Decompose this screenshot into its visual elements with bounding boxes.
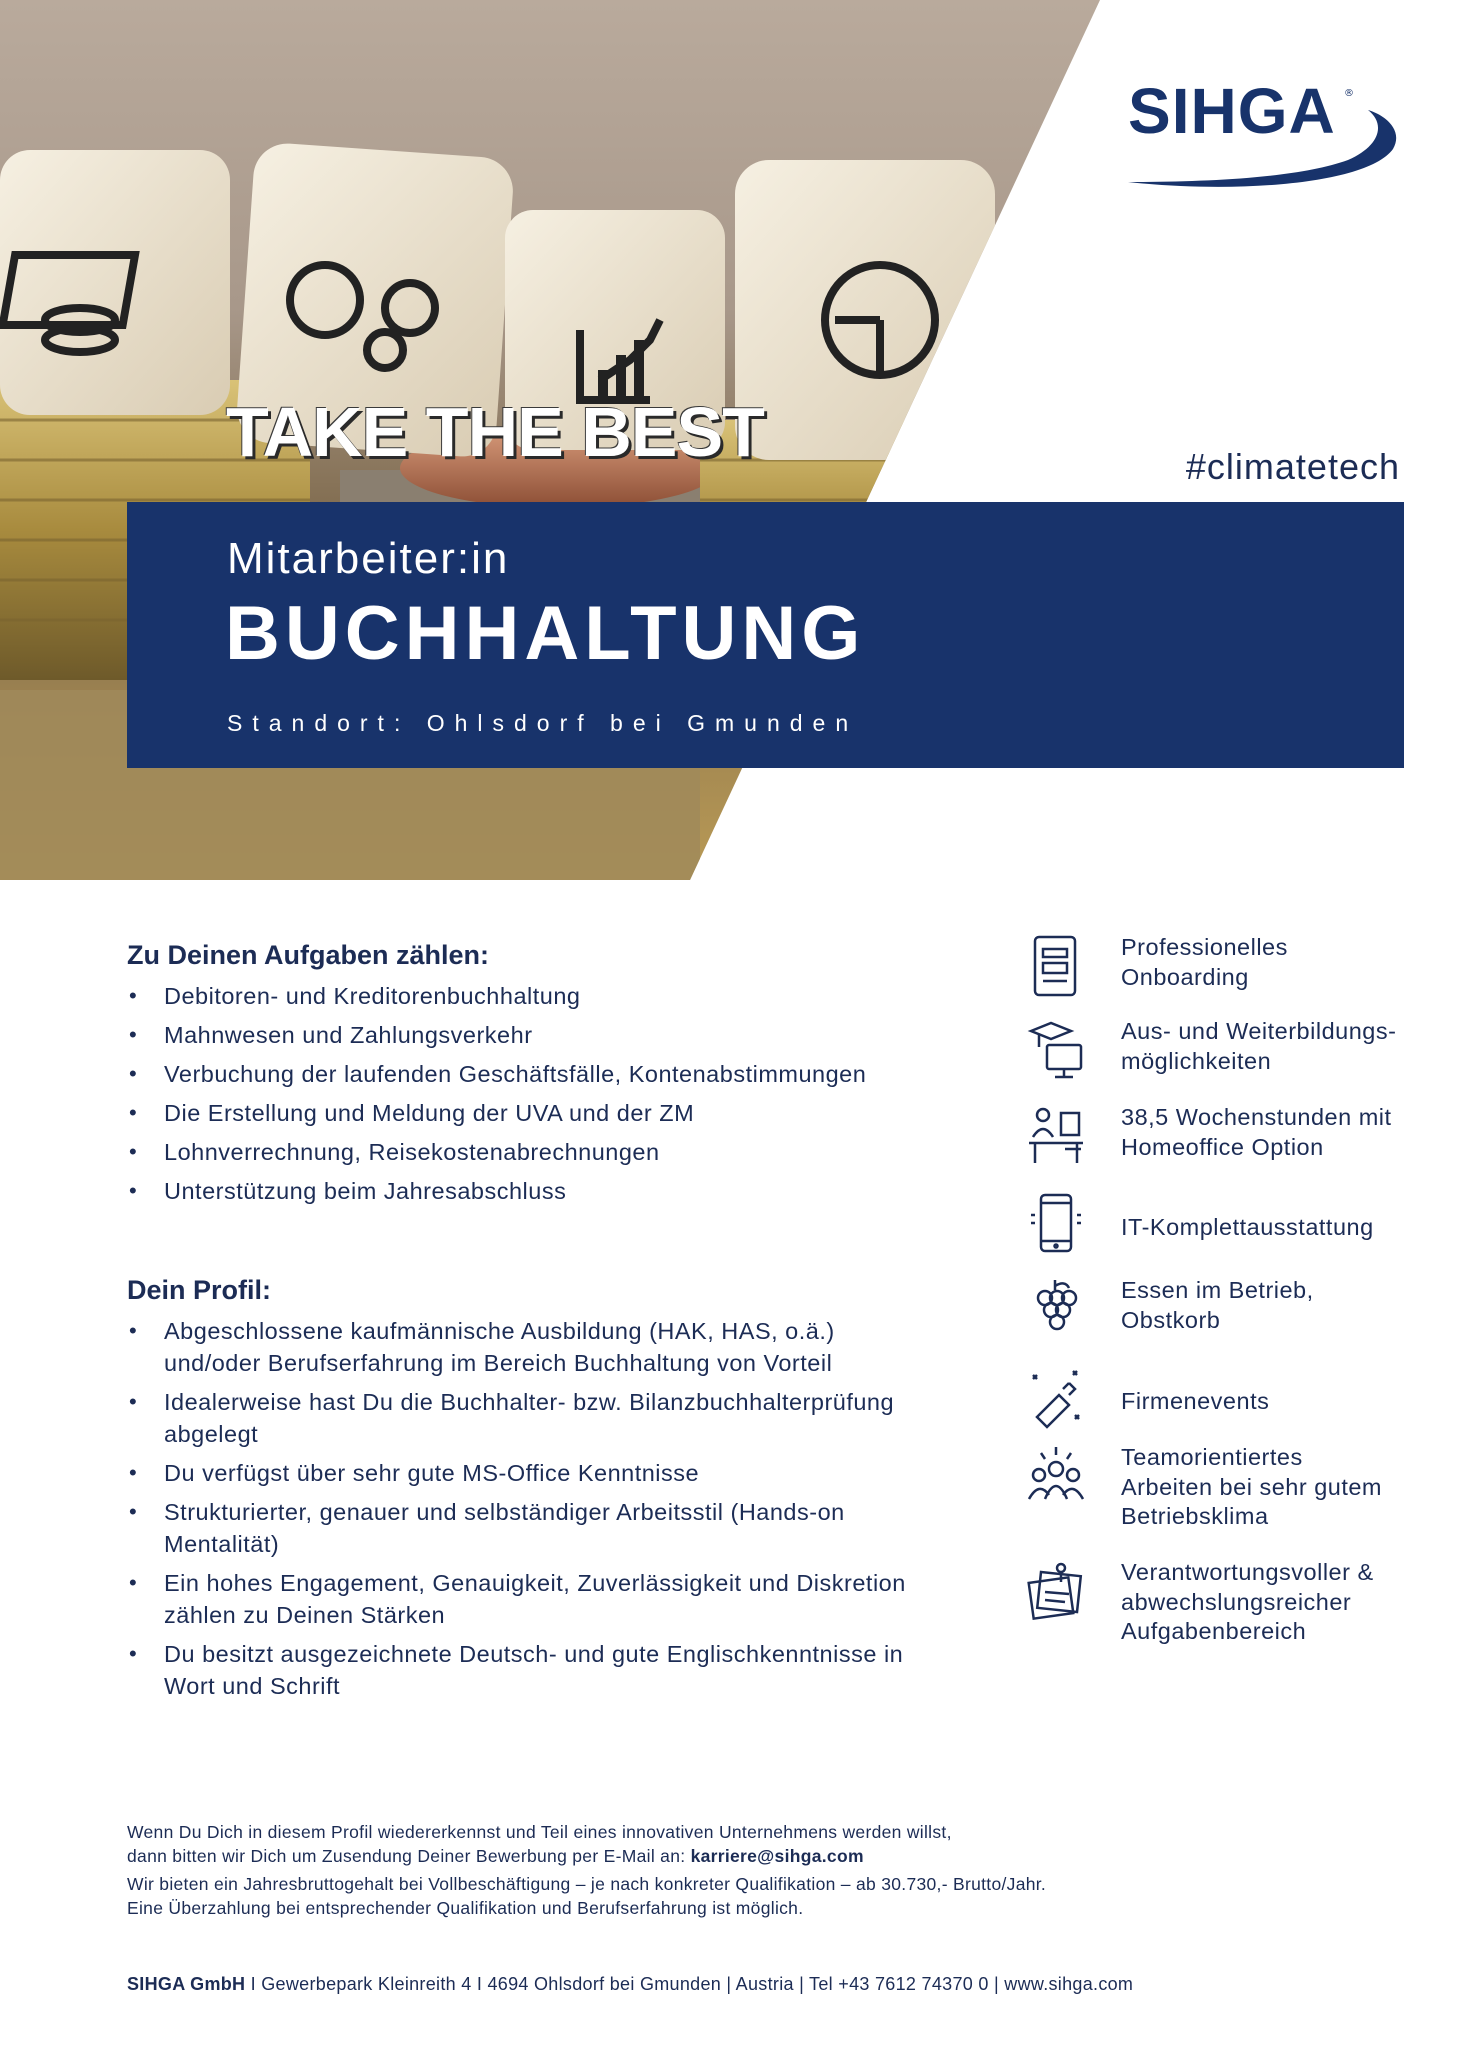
list-item: • Debitoren- und Kreditorenbuchhaltung (129, 983, 581, 1009)
company-footer (127, 1974, 1133, 1995)
list-item: • Lohnverrechnung, Reisekostenabrechnungen (129, 1139, 660, 1165)
list-item: • Unterstützung beim Jahresabschluss (129, 1178, 567, 1204)
note-line: Wenn Du Dich in diesem Profil wiedererkennst und Teil eines innovativen Unternehmens werden willst, (127, 1822, 952, 1842)
company-address: I Gewerbepark Kleinreith 4 I 4694 Ohlsdorf bei Gmunden | Austria | Tel +43 7612 74370 0 | www.sihga.com (245, 1974, 1134, 1994)
salary-line: Eine Überzahlung bei entsprechender Qualifikation und Berufserfahrung ist möglich. (127, 1898, 804, 1918)
list-item: • Mahnwesen und Zahlungsverkehr (129, 1022, 533, 1048)
team-icon (1025, 1443, 1087, 1509)
job-banner (127, 502, 1404, 768)
task-notes-icon (1025, 1558, 1087, 1624)
slogan: TAKE THE BEST (226, 393, 764, 471)
tasks-heading: Zu Deinen Aufgaben zählen: (127, 940, 490, 970)
profile-list (127, 1315, 917, 1709)
profile-heading: Dein Profil: (127, 1275, 272, 1305)
application-note (127, 1820, 1327, 1924)
registered-mark: ® (1344, 88, 1354, 99)
job-location: Standort: Ohlsdorf bei Gmunden (227, 710, 859, 736)
job-title: BUCHHALTUNG (225, 591, 866, 676)
note-line: dann bitten wir Dich um Zusendung Deiner Bewerbung per E-Mail an: (127, 1846, 691, 1866)
company-name: SIHGA GmbH (127, 1974, 246, 1994)
job-subtitle: Mitarbeiter:in (227, 534, 510, 583)
salary-line: Wir bieten ein Jahresbruttogehalt bei Vollbeschäftigung – je nach konkreter Qualifikation – ab 30.730,- Brutto/Jahr. (127, 1874, 1047, 1894)
list-item: • Ein hohes Engagement, Genauigkeit, Zuverlässigkeit und Diskretion zählen zu Deinen Stärken (129, 1570, 906, 1628)
logo-text: SIHGA (1128, 75, 1336, 147)
homeoffice-desk-icon (1025, 1103, 1087, 1169)
list-item: • Abgeschlossene kaufmännische Ausbildung (HAK, HAS, o.ä.) und/oder Berufserfahrung im Bereich Buchhaltung von Vorteil (129, 1318, 835, 1376)
list-item: • Verbuchung der laufenden Geschäftsfälle, Kontenabstimmungen (129, 1061, 867, 1087)
smartphone-icon (1025, 1191, 1087, 1257)
champagne-icon (1025, 1365, 1087, 1431)
graduation-computer-icon (1025, 1017, 1087, 1083)
tasks-list (127, 980, 927, 1214)
hero-image (0, 0, 1460, 880)
list-item: • Du besitzt ausgezeichnete Deutsch- und gute Englischkenntnisse in Wort und Schrift (129, 1641, 904, 1699)
email-link[interactable]: karriere@sihga.com (690, 1846, 864, 1866)
list-item: • Die Erstellung und Meldung der UVA und der ZM (129, 1100, 695, 1126)
list-item: • Du verfügst über sehr gute MS-Office Kenntnisse (129, 1460, 700, 1486)
hashtag: #climatetech (1185, 446, 1400, 487)
list-item: • Strukturierter, genauer und selbständiger Arbeitsstil (Hands-on Mentalität) (129, 1499, 845, 1557)
grapes-icon (1025, 1276, 1087, 1342)
list-item: • Idealerweise hast Du die Buchhalter- bzw. Bilanzbuchhalterprüfung abgelegt (129, 1389, 895, 1447)
onboarding-document-icon (1025, 933, 1087, 999)
sihga-logo (1118, 74, 1408, 184)
